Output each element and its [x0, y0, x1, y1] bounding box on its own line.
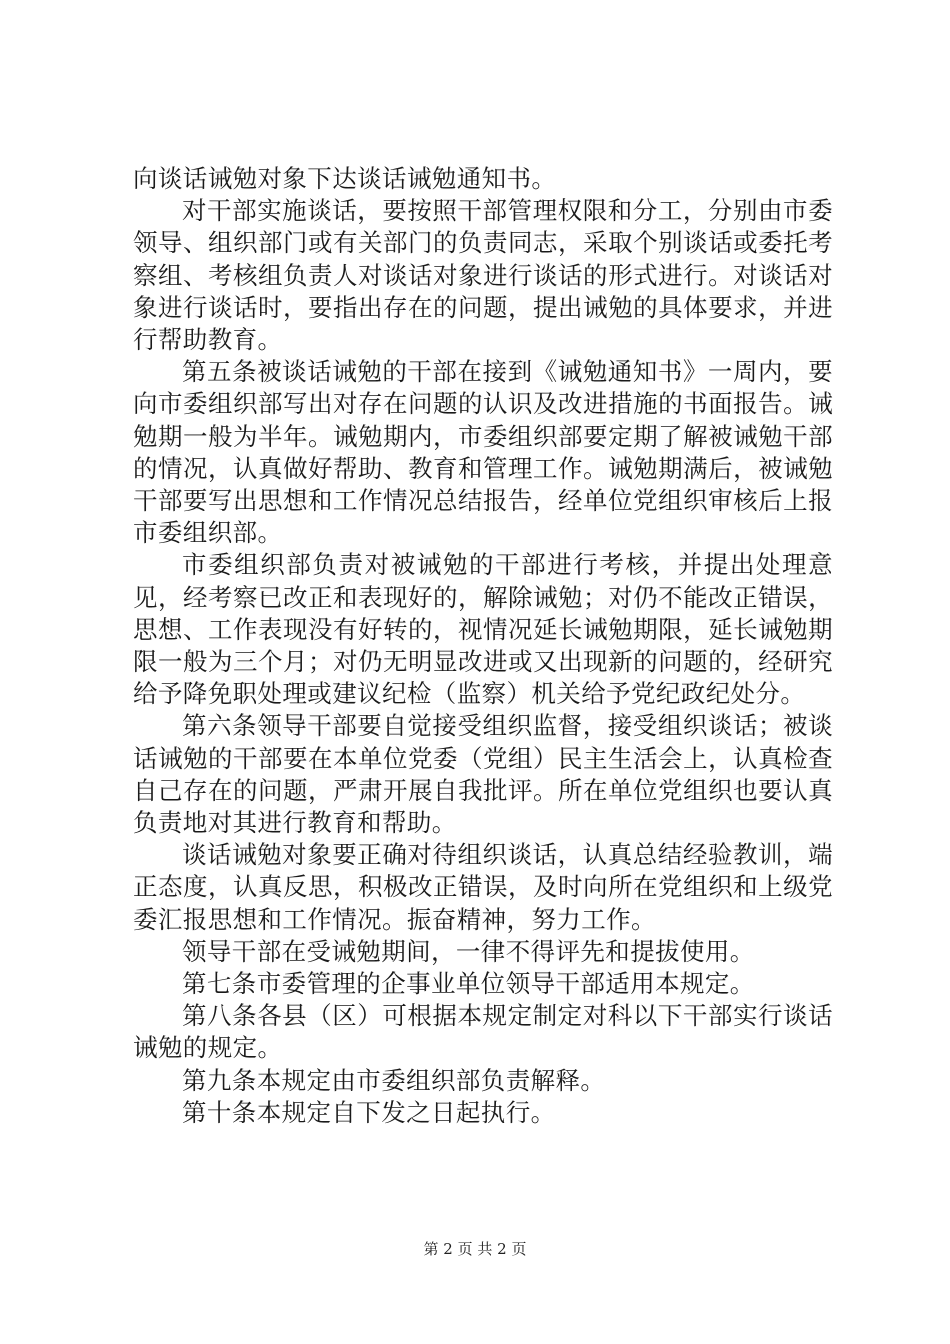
paragraph: 第八条各县（区）可根据本规定制定对科以下干部实行谈话诫勉的规定。 — [133, 1001, 833, 1063]
paragraph: 市委组织部负责对被诫勉的干部进行考核，并提出处理意见，经考察已改正和表现好的，解除诫勉；对仍不能改正错误，思想、工作表现没有好转的，视情况延长诫勉期限，延长诫勉期限一般为三个月；对仍无明显改进或又出现新的问题的，经研究给予降免职处理或建议纪检（监察）机关给予党纪政纪处分。 — [133, 550, 833, 709]
paragraph: 第七条市委管理的企事业单位领导干部适用本规定。 — [182, 969, 755, 999]
paragraph: 第五条被谈话诫勉的干部在接到《诫勉通知书》一周内，要向市委组织部写出对存在问题的认识及改进措施的书面报告。诫勉期一般为半年。诫勉期内，市委组织部要定期了解被诫勉干部的情况，认真做好帮助、教育和管理工作。诫勉期满后，被诫勉干部要写出思想和工作情况总结报告，经单位党组织审核后上报市委组织部。 — [133, 357, 833, 548]
page-footer — [0, 1238, 950, 1259]
page-number-label: 第 2 页 共 2 页 — [423, 1240, 527, 1258]
paragraph: 第九条本规定由市委组织部负责解释。 — [182, 1065, 606, 1095]
paragraph: 谈话诫勉对象要正确对待组织谈话，认真总结经验教训，端正态度，认真反思，积极改正错误，及时向所在党组织和上级党委汇报思想和工作情况。振奋精神，努力工作。 — [133, 840, 833, 934]
paragraph: 第十条本规定自下发之日起执行。 — [182, 1097, 556, 1127]
paragraph: 对干部实施谈话，要按照干部管理权限和分工，分别由市委领导、组织部门或有关部门的负责同志，采取个别谈话或委托考察组、考核组负责人对谈话对象进行谈话的形式进行。对谈话对象进行谈话时，要指出存在的问题，提出诫勉的具体要求，并进行帮助教育。 — [133, 196, 833, 355]
paragraph: 领导干部在受诫勉期间，一律不得评先和提拔使用。 — [182, 936, 755, 966]
document-body — [133, 163, 833, 1129]
paragraph: 向谈话诫勉对象下达谈话诫勉通知书。 — [133, 164, 557, 193]
paragraph: 第六条领导干部要自觉接受组织监督，接受组织谈话；被谈话诫勉的干部要在本单位党委（党组）民主生活会上，认真检查自己存在的问题，严肃开展自我批评。所在单位党组织也要认真负责地对其进行教育和帮助。 — [133, 711, 833, 838]
